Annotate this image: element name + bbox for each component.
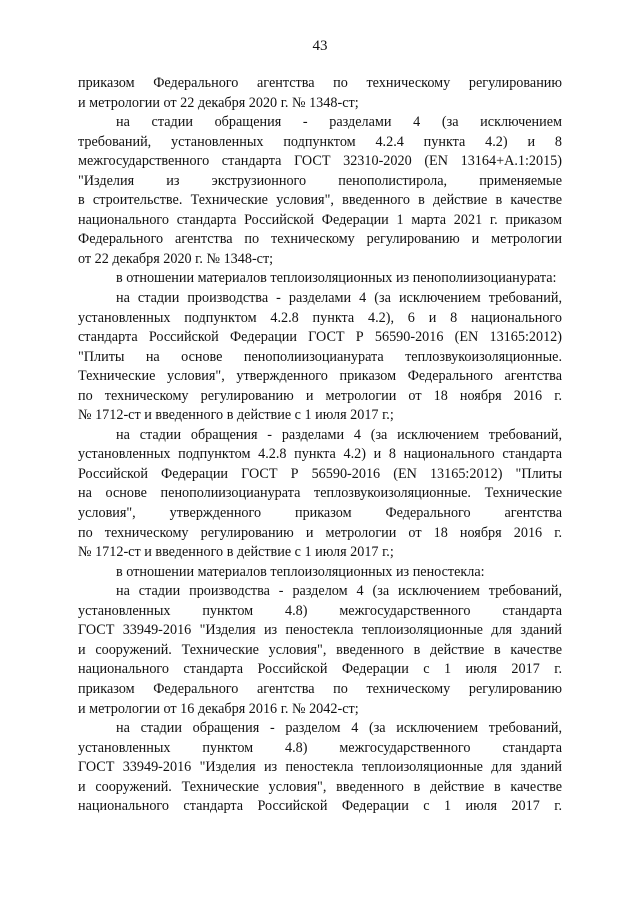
- text-line: от 22 декабря 2020 г. № 1348-ст;: [78, 250, 274, 267]
- text-line: в строительстве. Технические условия", введенного в действие в качестве: [78, 192, 562, 209]
- text-line: ГОСТ 33949-2016 "Изделия из пеностекла теплоизоляционные для зданий: [78, 622, 562, 639]
- text-line: на стадии обращения - разделом 4 (за исключением требований,: [116, 720, 562, 737]
- page-number: 43: [312, 38, 328, 54]
- text-line: ГОСТ 33949-2016 "Изделия из пеностекла теплоизоляционные для зданий: [78, 759, 562, 776]
- text-line: и метрологии от 22 декабря 2020 г. № 1348-ст;: [78, 94, 359, 111]
- text-line: и сооружений. Технические условия", введенного в действие в качестве: [78, 778, 562, 795]
- text-line: Технические условия", утвержденного приказом Федерального агентства: [78, 368, 562, 385]
- text-line: Российской Федерации ГОСТ Р 56590-2016 (EN 13165:2012) "Плиты: [78, 465, 562, 482]
- text-line: установленных пунктом 4.8) межгосударственного стандарта: [78, 602, 562, 619]
- text-line: стандарта Российской Федерации ГОСТ Р 56590-2016 (EN 13165:2012): [78, 329, 562, 346]
- text-line: установленных подпунктом 4.2.8 пункта 4.2) и 8 национального стандарта: [78, 446, 562, 463]
- text-line: требований, установленных подпунктом 4.2.4 пункта 4.2) и 8: [78, 133, 562, 150]
- text-line: на основе пенополиизоцианурата теплозвукоизоляционные. Технические: [78, 485, 562, 502]
- text-line: приказом Федерального агентства по техническому регулированию: [78, 680, 562, 697]
- text-line: на стадии производства - разделами 4 (за исключением требований,: [116, 290, 562, 307]
- text-line: в отношении материалов теплоизоляционных из пеностекла:: [116, 563, 485, 580]
- document-body: [78, 74, 562, 817]
- text-line: установленных подпунктом 4.2.8 пункта 4.2), 6 и 8 национального: [78, 309, 562, 326]
- text-line: по техническому регулированию и метрологии от 18 ноября 2016 г.: [78, 524, 562, 541]
- text-line: "Изделия из экструзионного пенополистирола, применяемые: [78, 172, 562, 189]
- text-line: на стадии обращения - разделами 4 (за исключением: [116, 114, 562, 131]
- text-line: "Плиты на основе пенополиизоцианурата теплозвукоизоляционные.: [78, 348, 562, 365]
- text-line: национального стандарта Российской Федерации с 1 июля 2017 г.: [78, 798, 562, 815]
- text-line: и метрологии от 16 декабря 2016 г. № 2042-ст;: [78, 700, 359, 717]
- text-line: № 1712-ст и введенного в действие с 1 июля 2017 г.;: [78, 544, 394, 561]
- text-line: в отношении материалов теплоизоляционных из пенополиизоцианурата:: [116, 270, 557, 287]
- text-line: и сооружений. Технические условия", введенного в действие в качестве: [78, 641, 562, 658]
- text-line: установленных пунктом 4.8) межгосударственного стандарта: [78, 739, 562, 756]
- text-line: межгосударственного стандарта ГОСТ 32310-2020 (EN 13164+A.1:2015): [78, 153, 562, 170]
- text-line: на стадии производства - разделом 4 (за исключением требований,: [116, 583, 562, 600]
- text-line: национального стандарта Российской Федерации 1 марта 2021 г. приказом: [78, 211, 562, 228]
- text-line: № 1712-ст и введенного в действие с 1 июля 2017 г.;: [78, 407, 394, 424]
- text-line: условия", утвержденного приказом Федерального агентства: [78, 505, 562, 522]
- text-line: по техническому регулированию и метрологии от 18 ноября 2016 г.: [78, 387, 562, 404]
- text-line: приказом Федерального агентства по техническому регулированию: [78, 75, 562, 91]
- text-line: Федерального агентства по техническому регулированию и метрологии: [78, 231, 562, 248]
- text-line: национального стандарта Российской Федерации с 1 июля 2017 г.: [78, 661, 562, 678]
- text-line: на стадии обращения - разделами 4 (за исключением требований,: [116, 426, 562, 443]
